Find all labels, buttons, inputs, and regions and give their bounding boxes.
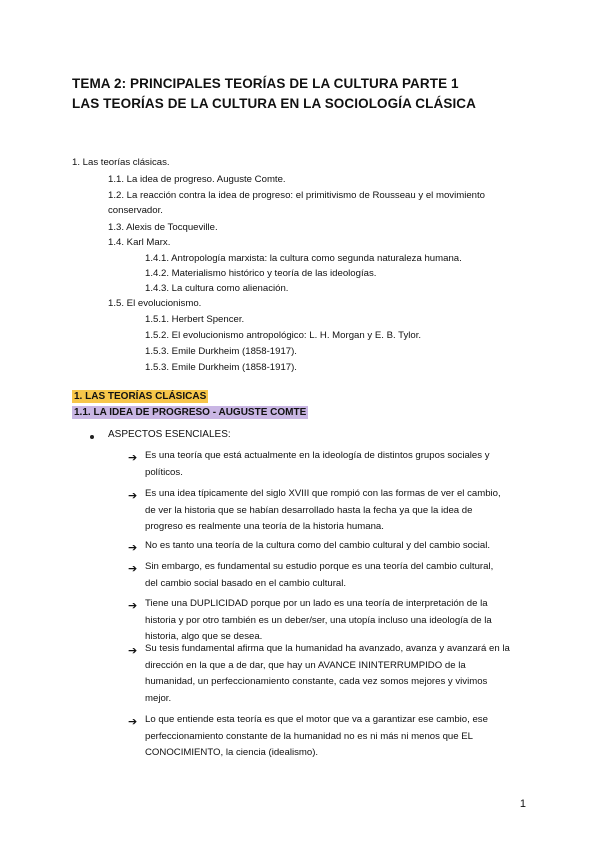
point-paragraph	[145, 486, 525, 536]
point-paragraph	[145, 596, 525, 646]
toc-item: 1.5.3. Emile Durkheim (1858-1917).	[145, 362, 297, 373]
point-paragraph	[145, 641, 525, 707]
toc-item: 1.3. Alexis de Tocqueville.	[108, 222, 218, 233]
arrow-icon: ➔	[128, 600, 138, 612]
bullet-icon	[90, 435, 94, 439]
point-line: progreso es realmente una teoría de la historia humana.	[145, 521, 384, 532]
point-line: CONOCIMIENTO, la ciencia (idealismo).	[145, 747, 319, 758]
point-line: Su tesis fundamental afirma que la humanidad ha avanzado, avanza y avanzará en la	[145, 643, 510, 654]
point-line: del cambio social basado en el cambio cultural.	[145, 577, 347, 589]
point-paragraph	[145, 538, 525, 555]
document-title-line-2: LAS TEORÍAS DE LA CULTURA EN LA SOCIOLOGÍA CLÁSICA	[72, 96, 476, 111]
toc-item: 1.4.2. Materialismo histórico y teoría de las ideologías.	[145, 268, 377, 279]
toc-item: 1.5.2. El evolucionismo antropológico: L. H. Morgan y E. B. Tylor.	[145, 330, 422, 341]
arrow-icon: ➔	[128, 563, 138, 575]
arrow-icon: ➔	[128, 490, 138, 502]
point-line: Sin embargo, es fundamental su estudio porque es una teoría del cambio cultural,	[145, 561, 494, 572]
point-line: dirección en la que a de dar, que hay un AVANCE ININTERRUMPIDO de la	[145, 659, 466, 671]
point-line: Es una teoría que está actualmente en la ideología de distintos grupos sociales y	[145, 450, 490, 461]
point-line: Lo que entiende esta teoría es que el motor que va a garantizar ese cambio, ese	[145, 714, 488, 725]
document-title-line-1: TEMA 2: PRINCIPALES TEORÍAS DE LA CULTURA PARTE 1	[72, 76, 459, 91]
point-line: humanidad, un perfeccionamiento constante, cada vez somos mejores y vivimos	[145, 676, 488, 687]
point-paragraph	[145, 559, 525, 592]
toc-item: 1.5.3. Emile Durkheim (1858-1917).	[145, 346, 297, 357]
point-line: mejor.	[145, 692, 172, 704]
arrow-icon: ➔	[128, 452, 138, 464]
toc-item: 1. Las teorías clásicas.	[72, 157, 170, 168]
point-line: de ver la historia que se habían desarrollado hasta la fecha ya que la idea de	[145, 504, 473, 516]
point-line: No es tanto una teoría de la cultura como del cambio cultural y del cambio social.	[145, 540, 491, 551]
toc-item: 1.5.1. Herbert Spencer.	[145, 314, 245, 325]
toc-item: 1.1. La idea de progreso. Auguste Comte.	[108, 174, 286, 185]
section-heading: 1. LAS TEORÍAS CLÁSICAS	[74, 391, 207, 402]
toc-item: 1.4.1. Antropología marxista: la cultura como segunda naturaleza humana.	[145, 253, 462, 264]
toc-item: 1.4. Karl Marx.	[108, 237, 171, 248]
bullet-label: ASPECTOS ESENCIALES:	[108, 429, 231, 440]
arrow-icon: ➔	[128, 716, 138, 728]
point-paragraph	[145, 448, 525, 481]
toc-item: 1.5. El evolucionismo.	[108, 298, 202, 309]
point-line: Tiene una DUPLICIDAD porque por un lado es una teoría de interpretación de la	[145, 598, 488, 609]
point-paragraph	[145, 712, 525, 762]
subsection-heading: 1.1. LA IDEA DE PROGRESO - AUGUSTE COMTE	[74, 407, 307, 418]
arrow-icon: ➔	[128, 645, 138, 657]
point-line: historia, algo que se desea.	[145, 631, 263, 642]
toc-item: conservador.	[108, 205, 163, 216]
toc-item: 1.2. La reacción contra la idea de progreso: el primitivismo de Rousseau y el movimiento	[108, 190, 486, 201]
arrow-icon: ➔	[128, 542, 138, 554]
page-number: 1	[519, 798, 526, 810]
point-line: Es una idea típicamente del siglo XVIII que rompió con las formas de ver el cambio,	[145, 488, 501, 499]
toc-item: 1.4.3. La cultura como alienación.	[145, 283, 289, 294]
point-line: políticos.	[145, 466, 183, 478]
point-line: historia y por otro también es un deber/ser, una utopía incluso una ideología de la	[145, 614, 492, 626]
point-line: perfeccionamiento constante de la humanidad no es ni más ni menos que EL	[145, 730, 473, 742]
